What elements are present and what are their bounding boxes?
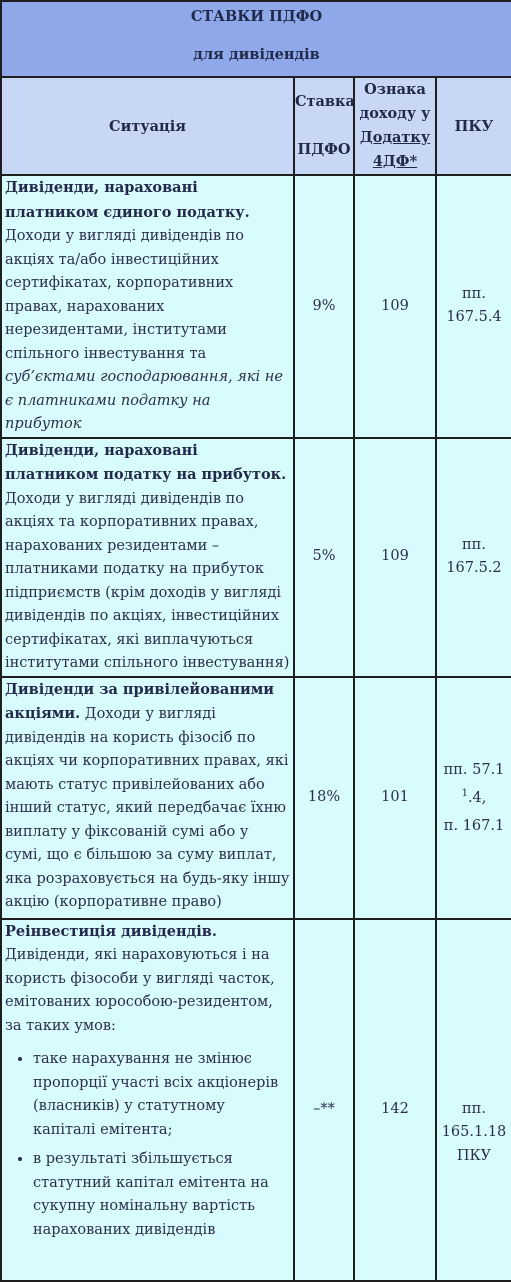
rate-cell: –** xyxy=(294,919,354,1281)
column-header-pku: ПКУ xyxy=(436,77,511,175)
rate-cell: 9% xyxy=(294,175,354,438)
situation-cell xyxy=(1,919,294,1281)
situation-cell xyxy=(1,677,294,919)
rate-cell: 18% xyxy=(294,677,354,919)
table-row xyxy=(1,677,511,919)
income-code-cell: 109 xyxy=(354,438,436,677)
column-header-rate xyxy=(294,77,354,175)
situation-heading: Реінвестиція дивідендів. xyxy=(5,922,217,940)
rate-cell: 5% xyxy=(294,438,354,677)
situation-italic-text: суб’єктами господарювання, які не є платниками податку на прибуток xyxy=(5,369,283,432)
pku-reference: пп. 167.5.2 xyxy=(446,536,502,576)
income-code-cell: 101 xyxy=(354,677,436,919)
code-header-line-2: доходу у xyxy=(359,105,431,122)
rate-header-line-2: ПДФО xyxy=(297,141,351,158)
situation-text: Доходи у вигляді дивідендів по акціях та корпоративних правах, нарахованих резидентами – платниками податку на прибуток підприємств (крім доходів у вигляді дивідендів по акціях, інвестиційних сертифікатах, які виплачуються інститутами спільного інвестування) xyxy=(5,490,290,671)
table-row xyxy=(1,919,511,1281)
pku-reference: пп. 167.5.4 xyxy=(446,285,502,326)
pku-cell xyxy=(436,677,511,919)
situation-cell xyxy=(1,175,294,438)
column-header-income-code xyxy=(354,77,436,175)
situation-text: Дивіденди, які нараховуються і на користь фізособи у вигляді часток, емітованих юрособою-резидентом, за таких умов: xyxy=(5,947,275,1034)
pku-cell xyxy=(436,175,511,438)
pku-superscript: 1 xyxy=(461,787,468,799)
situation-heading: Дивіденди за привілейованими акціями. xyxy=(5,680,275,722)
pku-cell xyxy=(436,438,511,677)
pku-reference-2: ПКУ xyxy=(456,1147,492,1164)
pku-cell xyxy=(436,919,511,1281)
situation-text: Доходи у вигляді дивідендів по акціях та/або інвестиційних сертифікатах, корпоративних правах, нарахованих нерезидентами, інститутами спільного інвестування та xyxy=(5,228,245,362)
table-title-line-1: СТАВКИ ПДФО xyxy=(190,8,323,25)
list-item: • в результаті збільшується статутний капітал емітента на сукупну номінальну вартість нарахованих дивідендів xyxy=(33,1148,290,1242)
income-code-cell: 142 xyxy=(354,919,436,1281)
code-header-line-1: Ознака xyxy=(364,81,426,98)
pku-reference-2: п. 167.1 xyxy=(443,817,505,834)
table-row xyxy=(1,438,511,677)
income-code-cell: 109 xyxy=(354,175,436,438)
situation-heading: Дивіденди, нараховані платником податку на прибуток. xyxy=(5,441,287,483)
pku-reference: пп. 57.1 xyxy=(443,761,505,778)
column-header-situation: Ситуація xyxy=(1,77,294,175)
table-title xyxy=(1,1,511,77)
list-item: • таке нарахування не змінює пропорції участі всіх акціонерів (власників) у статутному капіталі емітента; xyxy=(33,1048,290,1142)
situation-heading: Дивіденди, нараховані платником єдиного податку. xyxy=(5,179,250,221)
situation-text: Доходи у вигляді дивідендів на користь фізосіб по акціях чи корпоративних правах, які мають статус привілейованих або інший статус, який передбачає їхню виплату у фіксованій сумі або у сумі, що є більшою за суму виплат, яка розраховується на будь-яку іншу акцію (корпоративне право) xyxy=(5,706,290,910)
table-row xyxy=(1,175,511,438)
pku-reference: пп. 165.1.18 xyxy=(441,1100,507,1140)
form-4df-link[interactable]: 4ДФ* xyxy=(372,153,418,170)
conditions-list xyxy=(5,1048,290,1242)
situation-cell xyxy=(1,438,294,677)
pku-reference-suffix: .4, xyxy=(467,789,487,806)
table-title-line-2: для дивідендів xyxy=(193,46,320,63)
rate-header-line-1: Ставка xyxy=(295,93,355,110)
appendix-link[interactable]: Додатку xyxy=(359,129,431,146)
